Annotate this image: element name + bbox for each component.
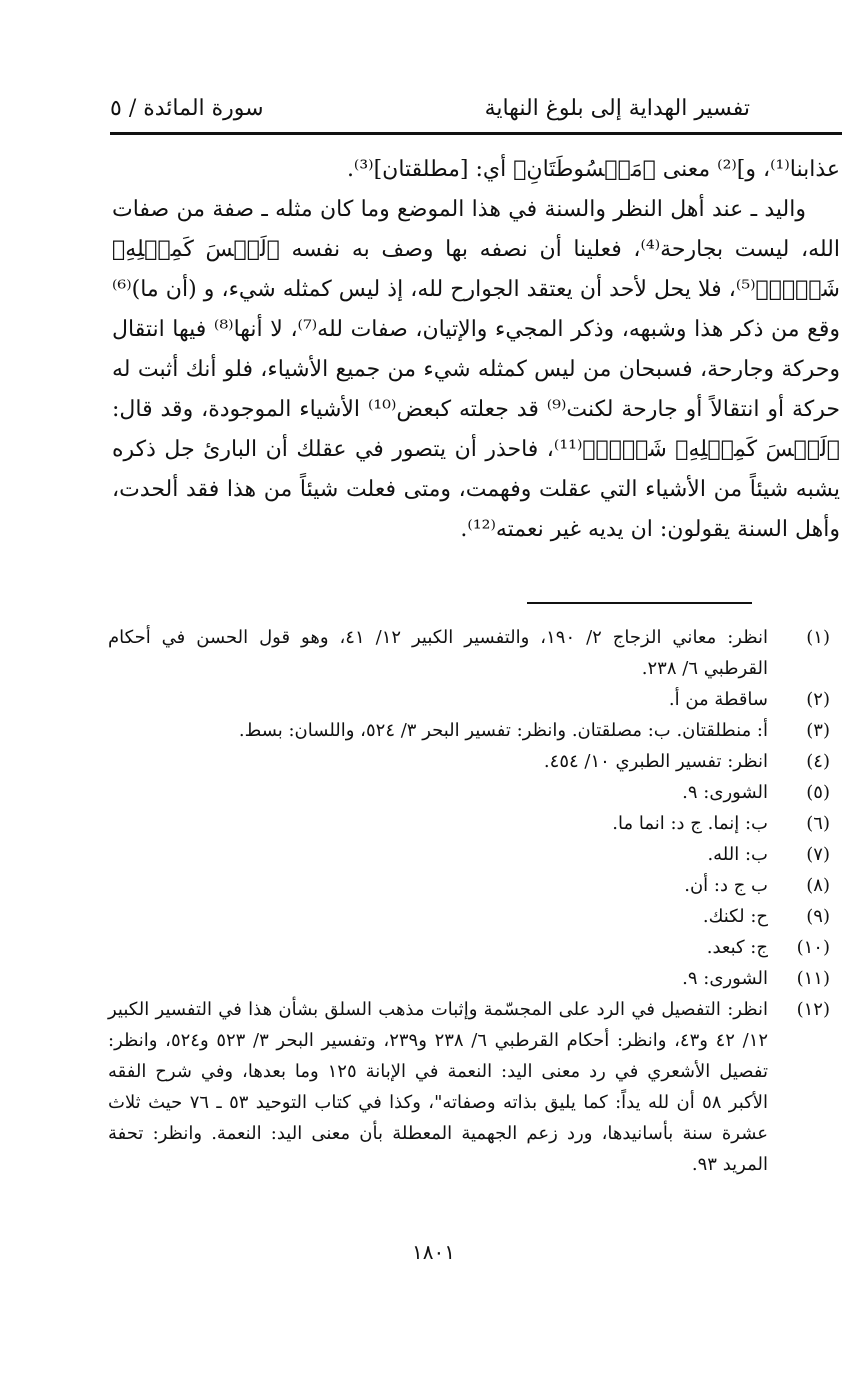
- sura-label: سورة المائدة / ٥: [110, 96, 264, 121]
- footnote-text: ب: الله.: [707, 844, 768, 865]
- footnote-text: ح: لكنك.: [702, 906, 768, 927]
- page-number: ١٨٠١: [412, 1240, 455, 1264]
- book-title: تفسير الهداية إلى بلوغ النهاية: [484, 96, 750, 121]
- footnote-number: (٥): [806, 782, 830, 803]
- footnote-12: [108, 994, 830, 1180]
- footnote-number: (١٢): [796, 999, 830, 1020]
- main-text: [112, 150, 840, 550]
- footnote-number: (٩): [806, 906, 830, 927]
- footnote-text: ساقطة من أ.: [668, 689, 768, 710]
- footnote-number: (١٠): [796, 937, 830, 958]
- footnote-7: [108, 839, 830, 870]
- header-rule: [110, 132, 842, 135]
- footnote-text: ب ج د: أن.: [684, 875, 768, 896]
- footnote-number: (٨): [806, 875, 830, 896]
- footnote-4: [108, 746, 830, 777]
- footnote-text: الشورى: ٩.: [682, 782, 768, 803]
- footnote-number: (٢): [806, 689, 830, 710]
- footnote-9: [108, 901, 830, 932]
- footnote-2: [108, 684, 830, 715]
- footnote-text: الشورى: ٩.: [682, 968, 768, 989]
- footnote-text: ب: إنما. ج د: انما ما.: [612, 813, 768, 834]
- footnote-number: (٧): [806, 844, 830, 865]
- footnote-6: [108, 808, 830, 839]
- footnote-number: (١١): [796, 968, 830, 989]
- footnote-number: (٣): [806, 720, 830, 741]
- footnote-5: [108, 777, 830, 808]
- footnote-text: ج: كبعد.: [706, 937, 768, 958]
- footnote-10: [108, 932, 830, 963]
- footnote-number: (١): [806, 627, 830, 648]
- footnote-number: (٦): [806, 813, 830, 834]
- footnote-3: [108, 715, 830, 746]
- footnotes-list: [108, 622, 830, 1180]
- footnote-text: انظر: التفصيل في الرد على المجسّمة وإثبات مذهب السلق بشأن هذا في التفسير الكبير ١٢/ ٤٢ و٤٣، وانظر: أحكام القرطبي ٦/ ٢٣٨ و٢٣٩، وتفسير البحر ٣/ ٥٢٣ و٥٢٤، وانظر: تفصيل الأشعري في رد معنى اليد: النعمة في الإبانة ١٢٥ وما بعدها، وفي شرح الفقه الأكبر ٥٨ أن لله يداً: كما يليق بذاته وصفاته"، وكذا في كتاب التوحيد ٥٣ ـ ٧٦ حيث ثلاث عشرة سنة بأسانيدها، ورد زعم الجهمية المعطلة بأن معنى اليد: النعمة. وانظر: تحفة المريد ٩٣.: [108, 999, 769, 1175]
- footnote-text: انظر: معاني الزجاج ٢/ ١٩٠، والتفسير الكبير ١٢/ ٤١، وهو قول الحسن في أحكام القرطبي ٦/ ٢٣٨.: [108, 627, 768, 679]
- running-header: [110, 94, 750, 130]
- footnote-text: أ: منطلقتان. ب: مصلقتان. وانظر: تفسير البحر ٣/ ٥٢٤، واللسان: بسط.: [238, 720, 768, 741]
- footnote-number: (٤): [806, 751, 830, 772]
- footnote-8: [108, 870, 830, 901]
- paragraph-1: عذابنا⁽¹⁾، و]⁽²⁾ معنى ﴿مَبۡسُوطَتَانِ﴾ أي: [مطلقتان]⁽³⁾.: [346, 157, 840, 182]
- footnote-text: انظر: تفسير الطبري ١٠/ ٤٥٤.: [543, 751, 768, 772]
- footnote-rule: [527, 602, 752, 604]
- footnote-1: [108, 622, 830, 684]
- footnote-11: [108, 963, 830, 994]
- paragraph-2: واليد ـ عند أهل النظر والسنة في هذا الموضع وما كان مثله ـ صفة من صفات الله، ليست بجارحة⁽⁴⁾، فعلينا أن نصفه بها وصف به نفسه ﴿لَيۡسَ كَمِثۡلِهِۦ شَيۡءٞ﴾⁽⁵⁾، فلا يحل لأحد أن يعتقد الجوارح لله، إذ ليس كمثله شيء، و (أن ما)⁽⁶⁾ وقع من ذكر هذا وشبهه، وذكر المجيء والإتيان، صفات لله⁽⁷⁾، لا أنها⁽⁸⁾ فيها انتقال وحركة وجارحة، فسبحان من ليس كمثله شيء من جميع الأشياء، فلو أنك أثبت له حركة أو انتقالاً أو جارحة لكنت⁽⁹⁾ قد جعلته كبعض⁽¹⁰⁾ الأشياء الموجودة، وقد قال: ﴿لَيۡسَ كَمِثۡلِهِۦ شَيۡءٞ﴾⁽¹¹⁾، فاحذر أن يتصور في عقلك أن البارئ جل ذكره يشبه شيئاً من الأشياء التي عقلت وفهمت، ومتى فعلت شيئاً من هذا فقد ألحدت، وأهل السنة يقولون: ان يديه غير نعمته⁽¹²⁾.: [112, 197, 841, 542]
